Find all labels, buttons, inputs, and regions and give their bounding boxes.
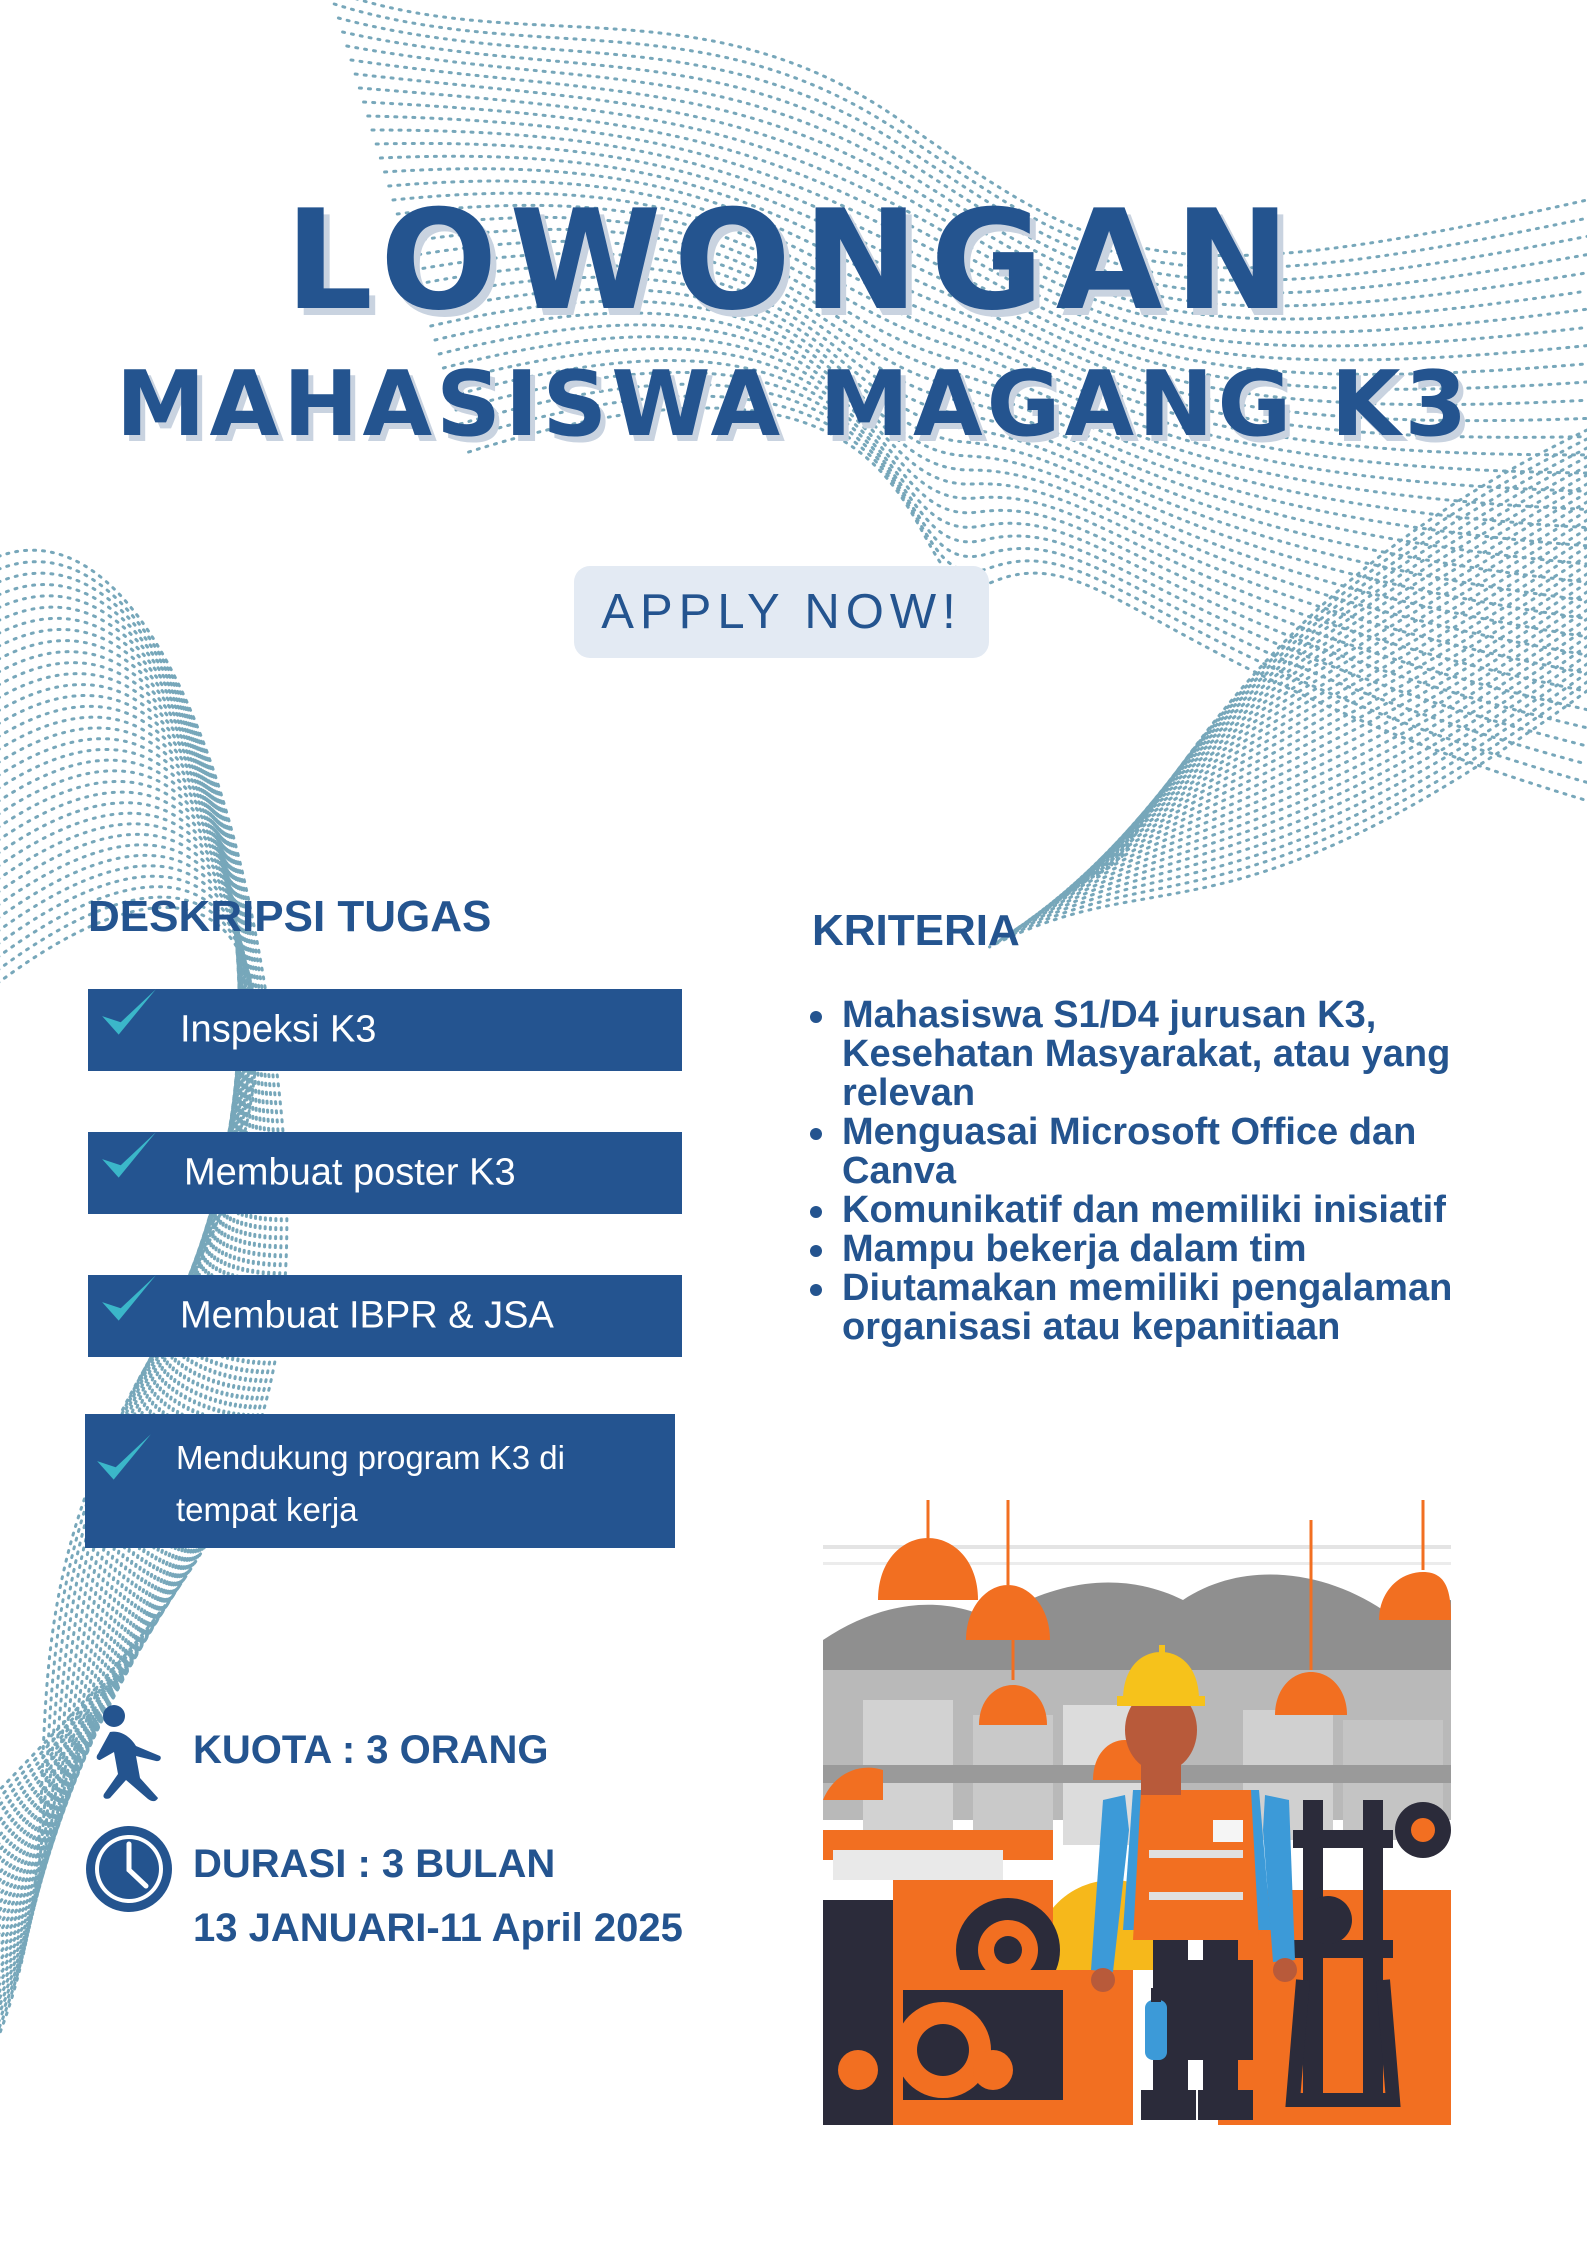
title-lowongan: LOWONGAN xyxy=(285,180,1302,341)
task-label: Inspeksi K3 xyxy=(180,1008,377,1051)
check-icon xyxy=(98,985,160,1043)
list-item: Mahasiswa S1/D4 jurusan K3, Kesehatan Masyarakat, atau yang relevan xyxy=(808,996,1508,1113)
wave-line xyxy=(0,803,243,1980)
task-item xyxy=(88,1132,682,1214)
kriteria-heading: KRITERIA xyxy=(812,906,1020,955)
deskripsi-heading: DESKRIPSI TUGAS xyxy=(88,892,492,941)
person-icon xyxy=(96,1702,164,1802)
task-item xyxy=(85,1414,675,1548)
task-label: Mendukung program K3 di tempat kerja xyxy=(176,1439,565,1528)
list-item: Menguasai Microsoft Office dan Canva xyxy=(808,1113,1508,1191)
task-item xyxy=(88,1275,682,1357)
kriteria-list xyxy=(808,996,1508,1347)
task-label: Membuat IBPR & JSA xyxy=(180,1294,554,1337)
check-icon xyxy=(98,1271,160,1329)
wave-line xyxy=(1048,574,1587,908)
durasi-text: DURASI : 3 BULAN xyxy=(193,1842,556,1886)
wave-line xyxy=(1111,448,1587,866)
list-item: Mampu bekerja dalam tim xyxy=(808,1230,1508,1269)
title-mahasiswa-magang: MAHASISWA MAGANG K3 xyxy=(115,352,1472,457)
kuota-text: KUOTA : 3 ORANG xyxy=(193,1728,549,1772)
task-label: Membuat poster K3 xyxy=(184,1151,516,1194)
clock-icon xyxy=(84,1824,174,1914)
check-icon xyxy=(93,1430,155,1488)
apply-now-button[interactable]: APPLY NOW! xyxy=(574,566,989,658)
check-icon xyxy=(98,1128,160,1186)
list-item: Diutamakan memiliki pengalaman organisasi atau kepanitiaan xyxy=(808,1269,1508,1347)
task-item xyxy=(88,989,682,1071)
wave-line xyxy=(1021,628,1587,926)
periode-text: 13 JANUARI-11 April 2025 xyxy=(193,1906,683,1950)
wave-line xyxy=(999,673,1587,941)
k3-worker-illustration xyxy=(823,1500,1451,2125)
list-item: Komunikatif dan memiliki inisiatif xyxy=(808,1191,1508,1230)
